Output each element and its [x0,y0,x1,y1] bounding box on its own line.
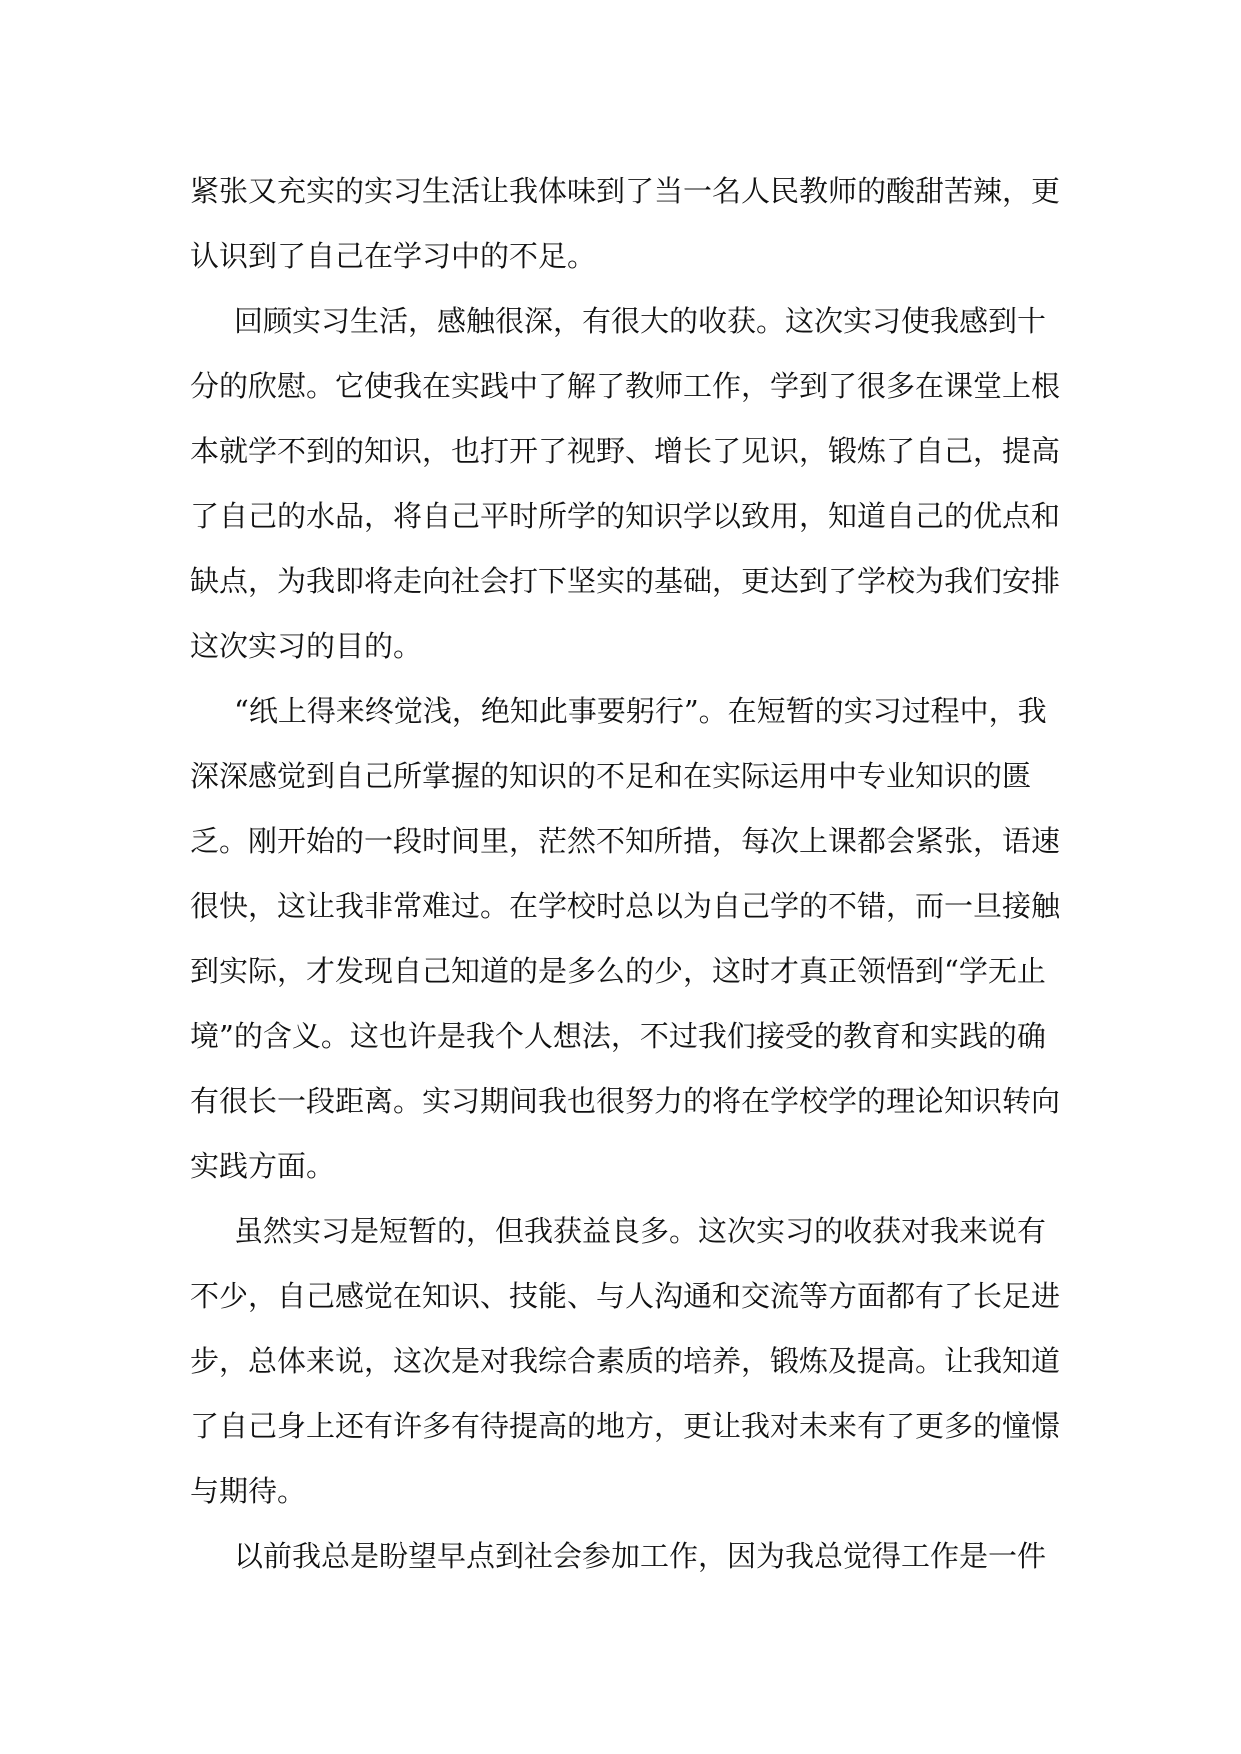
text-line: 实践方面。 [190,1149,336,1183]
text-line: 深深感觉到自己所掌握的知识的不足和在实际运用中专业知识的匮 [190,759,1032,793]
text-line: 了自己身上还有许多有待提高的地方，更让我对未来有了更多的憧憬 [190,1409,1061,1443]
text-line: 这次实习的目的。 [190,629,423,663]
text-line: 缺点，为我即将走向社会打下坚实的基础，更达到了学校为我们安排 [190,564,1061,598]
text-line: 回顾实习生活，感触很深，有很大的收获。这次实习使我感到十 [234,304,1047,338]
text-line: 很快，这让我非常难过。在学校时总以为自己学的不错，而一旦接触 [190,889,1061,923]
text-line: 乏。刚开始的一段时间里，茫然不知所措，每次上课都会紧张，语速 [190,824,1061,858]
text-line: 紧张又充实的实习生活让我体味到了当一名人民教师的酸甜苦辣，更 [190,174,1061,208]
text-line: 有很长一段距离。实习期间我也很努力的将在学校学的理论知识转向 [190,1084,1061,1118]
text-line: 了自己的水品，将自己平时所学的知识学以致用，知道自己的优点和 [190,499,1061,533]
text-line: 境”的含义。这也许是我个人想法，不过我们接受的教育和实践的确 [190,1019,1046,1053]
text-line: “纸上得来终觉浅，绝知此事要躬行”。在短暂的实习过程中，我 [234,694,1047,728]
text-line: 本就学不到的知识，也打开了视野、增长了见识，锻炼了自己，提高 [190,434,1061,468]
text-line: 到实际，才发现自己知道的是多么的少，这时才真正领悟到“学无止 [190,954,1046,988]
text-line: 虽然实习是短暂的，但我获益良多。这次实习的收获对我来说有 [234,1214,1047,1248]
document-body [190,159,1070,1589]
text-line: 与期待。 [190,1474,307,1508]
text-line: 以前我总是盼望早点到社会参加工作，因为我总觉得工作是一件 [234,1539,1047,1573]
text-line: 认识到了自己在学习中的不足。 [190,239,597,273]
text-line: 步，总体来说，这次是对我综合素质的培养，锻炼及提高。让我知道 [190,1344,1061,1378]
text-line: 分的欣慰。它使我在实践中了解了教师工作，学到了很多在课堂上根 [190,369,1061,403]
text-line: 不少，自己感觉在知识、技能、与人沟通和交流等方面都有了长足进 [190,1279,1061,1313]
